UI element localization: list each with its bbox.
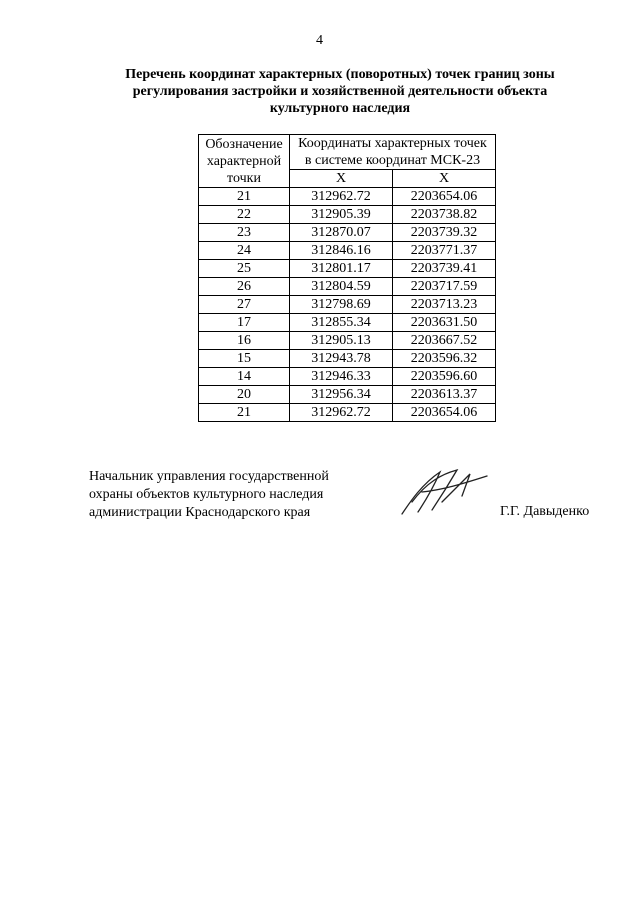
x-cell: 312798.69 <box>290 296 393 314</box>
table-row <box>199 224 496 242</box>
point-cell: 24 <box>199 242 290 260</box>
signer-position-line: охраны объектов культурного наследия <box>89 487 324 502</box>
table-row <box>199 260 496 278</box>
y-cell: 2203613.37 <box>393 386 496 404</box>
signer-position <box>89 468 329 522</box>
table-row <box>199 188 496 206</box>
y-cell: 2203667.52 <box>393 332 496 350</box>
y-cell: 2203596.32 <box>393 350 496 368</box>
point-cell: 21 <box>199 404 290 422</box>
y-cell: 2203596.60 <box>393 368 496 386</box>
y-cell: 2203739.41 <box>393 260 496 278</box>
point-cell: 27 <box>199 296 290 314</box>
table-row <box>199 404 496 422</box>
point-cell: 20 <box>199 386 290 404</box>
table-row <box>199 314 496 332</box>
x-cell: 312801.17 <box>290 260 393 278</box>
point-cell: 23 <box>199 224 290 242</box>
table-row <box>199 350 496 368</box>
x-cell: 312870.07 <box>290 224 393 242</box>
table-row <box>199 278 496 296</box>
y-cell: 2203654.06 <box>393 404 496 422</box>
title-line: Перечень координат характерных (поворотных) точек границ зоны <box>125 67 555 82</box>
y-cell: 2203654.06 <box>393 188 496 206</box>
handwritten-signature <box>382 462 502 522</box>
y-cell: 2203717.59 <box>393 278 496 296</box>
header-point-line: Обозначение <box>205 136 283 152</box>
header-point <box>199 135 290 188</box>
header-coords-line: в системе координат МСК-23 <box>304 153 481 168</box>
signer-position-line: Начальник управления государственной <box>89 469 329 484</box>
point-cell: 14 <box>199 368 290 386</box>
signer-position-line: администрации Краснодарского края <box>89 505 311 520</box>
table-row <box>199 386 496 404</box>
y-cell: 2203771.37 <box>393 242 496 260</box>
header-point-line: характерной <box>206 153 282 169</box>
y-cell: 2203739.32 <box>393 224 496 242</box>
table-row <box>199 242 496 260</box>
header-point-line: точки <box>227 170 261 186</box>
title-line: культурного наследия <box>269 101 411 116</box>
point-cell: 26 <box>199 278 290 296</box>
x-cell: 312956.34 <box>290 386 393 404</box>
point-cell: 15 <box>199 350 290 368</box>
x-cell: 312846.16 <box>290 242 393 260</box>
point-cell: 17 <box>199 314 290 332</box>
table-row <box>199 206 496 224</box>
point-cell: 16 <box>199 332 290 350</box>
document-title <box>90 66 590 117</box>
y-cell: 2203713.23 <box>393 296 496 314</box>
y-cell: 2203738.82 <box>393 206 496 224</box>
signer-name: Г.Г. Давыденко <box>500 504 590 519</box>
table-row <box>199 296 496 314</box>
point-cell: 25 <box>199 260 290 278</box>
table-row <box>199 332 496 350</box>
x-cell: 312855.34 <box>290 314 393 332</box>
header-coordinates <box>290 135 496 170</box>
y-cell: 2203631.50 <box>393 314 496 332</box>
table-row <box>199 368 496 386</box>
coordinates-table <box>198 134 496 422</box>
header-y: X <box>393 170 496 188</box>
x-cell: 312804.59 <box>290 278 393 296</box>
header-x: X <box>290 170 393 188</box>
x-cell: 312905.13 <box>290 332 393 350</box>
x-cell: 312946.33 <box>290 368 393 386</box>
x-cell: 312962.72 <box>290 188 393 206</box>
point-cell: 21 <box>199 188 290 206</box>
x-cell: 312943.78 <box>290 350 393 368</box>
x-cell: 312962.72 <box>290 404 393 422</box>
x-cell: 312905.39 <box>290 206 393 224</box>
title-line: регулирования застройки и хозяйственной деятельности объекта <box>132 84 548 99</box>
point-cell: 22 <box>199 206 290 224</box>
header-coords-line: Координаты характерных точек <box>298 136 487 151</box>
page-number: 4 <box>316 33 323 48</box>
